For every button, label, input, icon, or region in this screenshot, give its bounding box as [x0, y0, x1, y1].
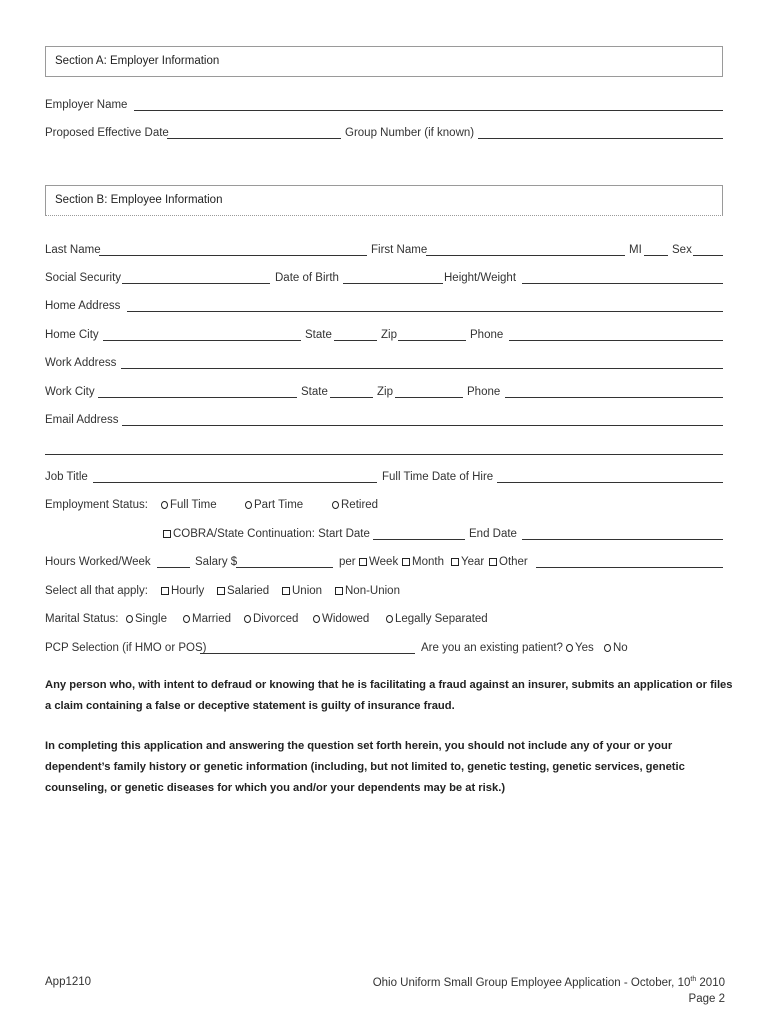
full-time-option[interactable]: Full Time [161, 499, 217, 511]
pcp-label: PCP Selection (if HMO or POS) [45, 642, 207, 654]
section-b-header [45, 185, 723, 216]
work-state-field[interactable] [330, 386, 373, 398]
section-a-header [45, 46, 723, 77]
work-address-row [45, 357, 723, 371]
work-address-field[interactable] [121, 357, 723, 369]
part-time-option[interactable]: Part Time [245, 499, 303, 511]
pcp-row [45, 642, 723, 656]
employment-status-label: Employment Status: [45, 499, 148, 511]
work-phone-field[interactable] [505, 386, 723, 398]
radio-icon[interactable] [566, 644, 573, 652]
end-date-label: End Date [469, 528, 517, 540]
select-all-label: Select all that apply: [45, 585, 148, 597]
group-number-label: Group Number (if known) [345, 127, 475, 139]
form-code: App1210 [45, 976, 92, 988]
radio-icon[interactable] [604, 644, 611, 652]
effective-date-row [45, 127, 723, 141]
checkbox-icon[interactable] [335, 587, 343, 595]
employer-name-row [45, 99, 723, 113]
email-label: Email Address [45, 414, 119, 426]
effective-date-label: Proposed Effective Date [45, 127, 169, 139]
married-option[interactable]: Married [183, 613, 231, 625]
job-title-field[interactable] [93, 471, 377, 483]
per-other-field[interactable] [536, 556, 723, 568]
mi-label: MI [629, 244, 642, 256]
cobra-start-date-field[interactable] [373, 528, 465, 540]
home-city-label: Home City [45, 329, 99, 341]
existing-patient-no-option[interactable]: No [604, 642, 628, 654]
retired-option[interactable]: Retired [332, 499, 378, 511]
group-number-field[interactable] [478, 127, 723, 139]
work-city-row [45, 386, 723, 400]
work-phone-label: Phone [467, 386, 501, 398]
employer-name-field[interactable] [134, 99, 723, 111]
per-year-option[interactable]: Year [451, 556, 484, 568]
hours-worked-field[interactable] [157, 556, 190, 568]
pcp-field[interactable] [200, 642, 415, 654]
checkbox-icon[interactable] [217, 587, 225, 595]
radio-icon[interactable] [161, 501, 168, 509]
mi-field[interactable] [644, 244, 668, 256]
name-row [45, 244, 723, 258]
hours-worked-label: Hours Worked/Week [45, 556, 151, 568]
select-all-row [45, 585, 723, 599]
per-week-option[interactable]: Week [359, 556, 398, 568]
work-address-label: Work Address [45, 357, 117, 369]
first-name-label: First Name [371, 244, 428, 256]
home-state-label: State [305, 329, 332, 341]
home-address-row [45, 300, 723, 314]
work-state-label: State [301, 386, 328, 398]
job-title-row [45, 471, 723, 485]
checkbox-icon[interactable] [161, 587, 169, 595]
checkbox-icon[interactable] [489, 558, 497, 566]
end-date-field[interactable] [522, 528, 723, 540]
single-option[interactable]: Single [126, 613, 167, 625]
home-zip-field[interactable] [398, 329, 466, 341]
per-label: per [339, 556, 356, 568]
page-number: Page 2 [688, 993, 725, 1005]
home-state-field[interactable] [334, 329, 377, 341]
home-phone-field[interactable] [509, 329, 723, 341]
fraud-notice: Any person who, with intent to defraud or knowing that he is facilitating a fraud against an insurer, submits an application or files a claim containing a false or deceptive statement is guilty of insurance fraud. [45, 679, 733, 712]
employment-status-row [45, 499, 723, 513]
home-phone-label: Phone [470, 329, 504, 341]
work-city-label: Work City [45, 386, 95, 398]
salary-field[interactable] [236, 556, 333, 568]
last-name-label: Last Name [45, 244, 101, 256]
radio-icon[interactable] [183, 615, 190, 623]
per-month-option[interactable]: Month [402, 556, 444, 568]
non-union-option[interactable]: Non-Union [335, 585, 400, 597]
effective-date-field[interactable] [167, 127, 341, 139]
home-city-row [45, 329, 723, 343]
per-other-option[interactable]: Other [489, 556, 528, 568]
height-weight-label: Height/Weight [444, 272, 517, 284]
section-a-title: Section A: Employer Information [55, 55, 220, 67]
cobra-option[interactable]: COBRA/State Continuation: Start Date [163, 528, 370, 540]
ssn-label: Social Security [45, 272, 122, 284]
marital-status-label: Marital Status: [45, 613, 119, 625]
dob-label: Date of Birth [275, 272, 339, 284]
checkbox-icon[interactable] [282, 587, 290, 595]
genetic-notice: In completing this application and answering the question set forth herein, you should not include any of your or your dependent’s family history or genetic information (including, but not limited to, genetic testing, genetic services, genetic counseling, or genetic diseases for which you and/or your dependents may be at risk.) [45, 740, 685, 794]
radio-icon[interactable] [313, 615, 320, 623]
work-city-field[interactable] [98, 386, 297, 398]
union-option[interactable]: Union [282, 585, 322, 597]
salaried-option[interactable]: Salaried [217, 585, 269, 597]
radio-icon[interactable] [126, 615, 133, 623]
divorced-option[interactable]: Divorced [244, 613, 298, 625]
height-weight-field[interactable] [522, 272, 723, 284]
salary-label: Salary $ [195, 556, 238, 568]
form-title: Ohio Uniform Small Group Employee Application - October, 10th 2010 [372, 976, 725, 989]
dob-field[interactable] [343, 272, 443, 284]
hours-salary-row [45, 556, 723, 570]
email-row [45, 414, 723, 428]
employer-name-label: Employer Name [45, 99, 128, 111]
marital-status-row [45, 613, 723, 627]
checkbox-icon[interactable] [163, 530, 171, 538]
ssn-field[interactable] [122, 272, 270, 284]
radio-icon[interactable] [332, 501, 339, 509]
hire-date-field[interactable] [497, 471, 723, 483]
email-field[interactable] [122, 414, 723, 426]
work-zip-label: Zip [377, 386, 393, 398]
email-continuation-field[interactable] [45, 454, 723, 455]
existing-patient-label: Are you an existing patient? [421, 642, 563, 654]
first-name-field[interactable] [426, 244, 625, 256]
hourly-option[interactable]: Hourly [161, 585, 204, 597]
home-zip-label: Zip [381, 329, 397, 341]
sex-label: Sex [672, 244, 692, 256]
widowed-option[interactable]: Widowed [313, 613, 369, 625]
checkbox-icon[interactable] [402, 558, 410, 566]
section-b-title: Section B: Employee Information [55, 194, 223, 206]
legally-separated-option[interactable]: Legally Separated [386, 613, 488, 625]
hire-date-label: Full Time Date of Hire [382, 471, 494, 483]
existing-patient-yes-option[interactable]: Yes [566, 642, 594, 654]
sex-field[interactable] [693, 244, 723, 256]
work-zip-field[interactable] [395, 386, 463, 398]
checkbox-icon[interactable] [451, 558, 459, 566]
radio-icon[interactable] [245, 501, 252, 509]
ssn-row [45, 272, 723, 286]
radio-icon[interactable] [386, 615, 393, 623]
last-name-field[interactable] [99, 244, 367, 256]
radio-icon[interactable] [244, 615, 251, 623]
job-title-label: Job Title [45, 471, 88, 483]
home-city-field[interactable] [103, 329, 301, 341]
checkbox-icon[interactable] [359, 558, 367, 566]
cobra-row [45, 528, 723, 542]
home-address-label: Home Address [45, 300, 121, 312]
home-address-field[interactable] [127, 300, 723, 312]
